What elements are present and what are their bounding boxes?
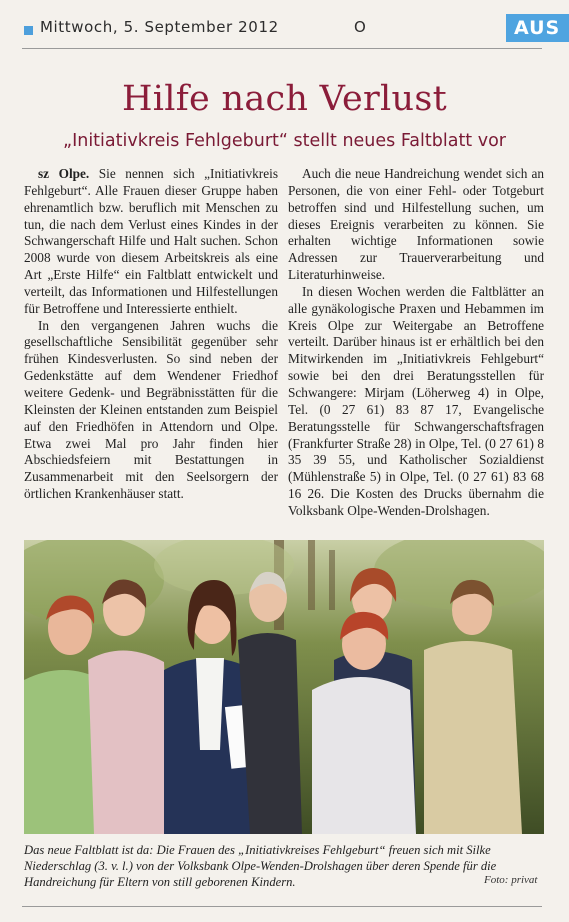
section-tab: AUS xyxy=(506,14,569,42)
article-column-left xyxy=(24,166,278,503)
header-rule xyxy=(22,48,542,49)
photo-credit: Foto: privat xyxy=(484,874,538,886)
group-photo-image xyxy=(24,540,544,834)
page-header xyxy=(0,14,569,44)
article-column-right xyxy=(288,166,544,520)
paragraph xyxy=(24,166,278,318)
dateline: sz Olpe. xyxy=(38,166,90,181)
paragraph: In den vergangenen Jahren wuchs die gesellschaftliche Sensibilität gegenüber sehr frühen Kindesverlusten. So sind neben der Gedenkstätte auf dem Wendener Friedhof weitere Gedenk- und Begräbnisstätten für die Kleinsten der Kleinen entstanden zum Beispiel auf den Friedhöfen in Attendorn und Olpe. Etwa zwei Mal pro Jahr finden hier Abschiedsfeiern mit Bestattungen in Zusammenarbeit mit den Seelsorgern der örtlichen Krankenhäuser statt. xyxy=(24,317,278,502)
paragraph: In diesen Wochen werden die Faltblätter an alle gynäkologische Praxen und Hebammen im Kreis Olpe zur Weitergabe an Betroffene verteilt. Darüber hinaus ist er erhältlich bei den Mitwirkenden im „Initiativkreis Fehlgeburt“ sowie bei den drei Beratungsstellen für Schwangere: Mirjam (Löherweg 4) in Olpe, Tel. (0 27 61) 83 87 17, Evangelische Beratungsstelle für Schwangerschaftsfragen (Frankfurter Straße 28) in Olpe, Tel. (0 27 61) 8 35 39 55, und Katholischer Sozialdienst (Mühlenstraße 5) in Olpe, Tel. (0 27 61) 83 68 16 26. Die Kosten des Drucks übernahm die Volksbank Olpe-Wenden-Drolshagen. xyxy=(288,283,544,518)
paragraph-text: Sie nennen sich „Initiativkreis Fehlgeburt“. Alle Frauen dieser Gruppe haben ehrenamtlich bzw. beruflich mit Menschen zu tun, die nach dem Verlust eines Kindes in der Schwangerschaft Hilfe und Halt suchen. Schon 2008 wurde von diesem Arbeitskreis als eine Art „Erste Hilfe“ ein Faltblatt entwickelt und verteilt, das Informationen und Hilfestellungen für Betroffene und Interessierte enthielt. xyxy=(24,166,279,316)
photo-caption: Das neue Faltblatt ist da: Die Frauen des „Initiativkreises Fehlgeburt“ freuen sich mit Silke Niederschlag (3. v. l.) von der Volksbank Olpe-Wenden-Drolshagen über deren Spende für die Handreichung für Eltern von still geborenen Kindern. xyxy=(24,843,497,889)
article-subheadline: „Initiativkreis Fehlgeburt“ stellt neues Faltblatt vor xyxy=(63,131,506,151)
section-marker-square xyxy=(24,26,33,35)
article-headline: Hilfe nach Verlust xyxy=(121,79,448,119)
issue-date: Mittwoch, 5. September 2012 xyxy=(40,18,279,36)
page-mark: O xyxy=(354,18,366,36)
footer-rule xyxy=(22,906,542,907)
paragraph: Auch die neue Handreichung wendet sich an Personen, die von einer Fehl- oder Totgeburt betroffen sind und Hilfestellung suchen, um dieses Ereignis verarbeiten zu können. Sie erhalten wichtige Informationen sowie Adressen zur Trauerverarbeitung und Literaturhinweise. xyxy=(288,166,544,283)
group-photo xyxy=(24,540,544,834)
